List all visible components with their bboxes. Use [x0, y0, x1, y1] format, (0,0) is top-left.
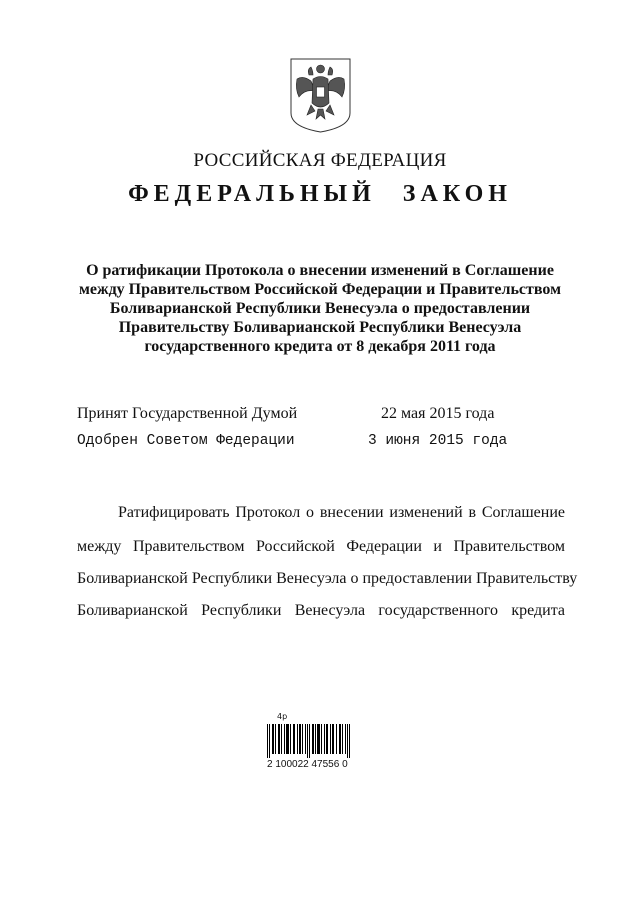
barcode — [267, 712, 351, 772]
approval-date: 3 июня 2015 года — [368, 433, 508, 449]
barcode-bars-icon — [267, 724, 351, 758]
approval-body: Принят Государственной Думой — [77, 405, 298, 422]
law-subject-title — [60, 261, 580, 356]
country-name: РОССИЙСКАЯ ФЕДЕРАЦИЯ — [193, 150, 447, 171]
subject-line: О ратификации Протокола о внесении изменений в Соглашение — [86, 262, 554, 279]
approval-federation-council — [0, 433, 640, 455]
barcode-number: 2 100022 47556 0 — [267, 759, 348, 770]
subject-line: Боливарианской Республики Венесуэла о предоставлении — [109, 300, 531, 317]
barcode-mark: 4p — [277, 712, 288, 721]
document-type-title: ФЕДЕРАЛЬНЫЙ ЗАКОН — [128, 181, 512, 207]
subject-line: между Правительством Российской Федерации и Правительством — [78, 281, 561, 298]
subject-line: государственного кредита от 8 декабря 2011 года — [144, 338, 496, 355]
double-headed-eagle-emblem-icon — [289, 57, 352, 134]
body-text-line: Ратифицировать Протокол о внесении изменений в Соглашение — [118, 504, 565, 521]
body-text-line: между Правительством Российской Федерации и Правительством — [77, 538, 565, 555]
state-emblem — [289, 57, 352, 134]
approval-body: Одобрен Советом Федерации — [77, 433, 295, 449]
approval-duma — [0, 405, 640, 427]
approval-date: 22 мая 2015 года — [381, 405, 495, 422]
body-text-line: Боливарианской Республики Венесуэла государственного кредита — [77, 602, 565, 619]
subject-line: Правительству Боливарианской Республики Венесуэла — [118, 319, 522, 336]
body-text-line: Боливарианской Республики Венесуэла о предоставлении Правительству — [77, 570, 578, 587]
